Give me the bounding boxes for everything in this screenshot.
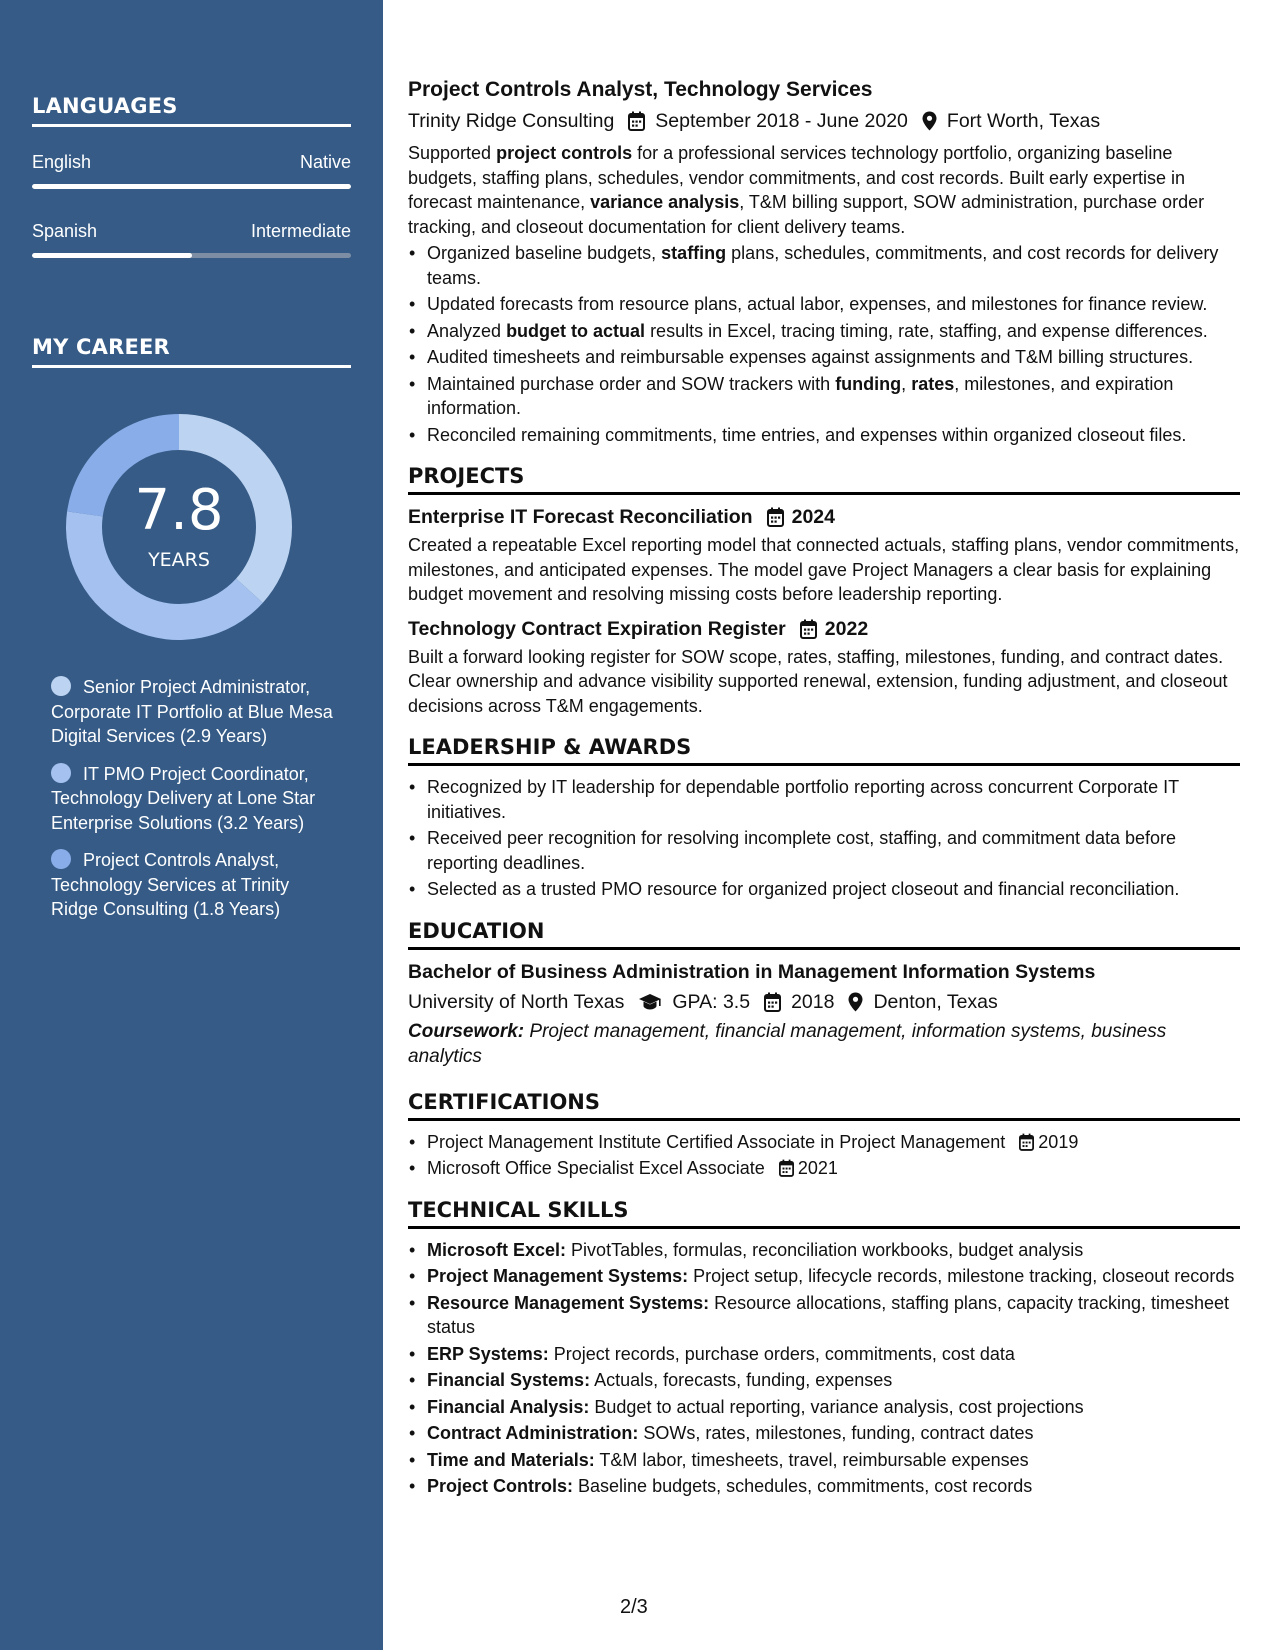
career-years-value: 7.8: [134, 478, 224, 543]
text-run: Analyzed: [427, 320, 507, 341]
text-run: Updated forecasts from resource plans, actual labor, expenses, and milestones for finance review.: [427, 294, 1208, 314]
text-run: Supported: [408, 143, 497, 163]
project-name: Enterprise IT Forecast Reconciliation: [408, 506, 753, 528]
languages-heading: LANGUAGES: [32, 94, 351, 127]
language-name: English: [32, 152, 92, 172]
text-run: Maintained purchase order and SOW trackers with: [427, 373, 836, 394]
gpa: GPA: 3.5: [672, 990, 751, 1013]
career-item-text: Senior Project Administrator, Corporate IT Portfolio at Blue Mesa Digital Services (2.9 Years): [51, 677, 333, 746]
education-meta: [408, 988, 1240, 1016]
project-title: [408, 504, 1240, 530]
language-bar-fill: [32, 253, 192, 258]
career-item-text: IT PMO Project Coordinator, Technology Delivery at Lone Star Enterprise Solutions (3.2 Years): [51, 763, 316, 833]
skill-text: PivotTables, formulas, reconciliation workbooks, budget analysis: [566, 1239, 1084, 1260]
skill-label: Contract Administration:: [427, 1423, 639, 1443]
location-pin-icon: [848, 992, 863, 1012]
leadership-list: [408, 775, 1240, 902]
skill-item: [408, 1291, 1240, 1340]
calendar-icon: [767, 507, 784, 527]
skills-heading: TECHNICAL SKILLS: [408, 1197, 1240, 1229]
language-bar-english: [32, 184, 351, 189]
skill-item: [408, 1448, 1240, 1473]
job-dates: September 2018 - June 2020: [655, 110, 908, 132]
skill-item: [408, 1395, 1240, 1420]
bold-text: staffing: [661, 243, 727, 263]
skill-label: Time and Materials:: [427, 1449, 595, 1470]
job-title: Project Controls Analyst, Technology Services: [408, 78, 873, 101]
text-run: , milestones, and expiration information.: [427, 373, 1174, 418]
career-item: [51, 848, 341, 922]
skill-text: Resource allocations, staffing plans, capacity tracking, timesheet status: [427, 1292, 1230, 1337]
skill-text: Project records, purchase orders, commitments, cost data: [548, 1343, 1015, 1364]
text-run: Organized baseline budgets,: [427, 243, 662, 263]
skill-item: [408, 1342, 1240, 1367]
skill-label: Financial Analysis:: [427, 1396, 590, 1417]
leadership-heading: LEADERSHIP & AWARDS: [408, 734, 1240, 766]
graduation-year: 2018: [791, 990, 835, 1013]
skill-text: Budget to actual reporting, variance analysis, cost projections: [589, 1396, 1084, 1417]
project-description: Created a repeatable Excel reporting model that connected actuals, staffing plans, vendor commitments, milestones, and anticipated expenses. The model gave Project Managers a clear basis for explaining budget movement and resolving missing costs before leadership reporting.: [408, 535, 1240, 604]
skill-text: Baseline budgets, schedules, commitments, cost records: [573, 1476, 1033, 1496]
text-run: results in Excel, tracing timing, rate, staffing, and expense differences.: [645, 320, 1208, 341]
main-content: [408, 76, 1240, 1499]
job-bullet: [408, 241, 1240, 290]
skill-item: [408, 1264, 1240, 1289]
career-item-text: Project Controls Analyst, Technology Services at Trinity Ridge Consulting (1.8 Years): [51, 850, 290, 919]
career-donut-chart: [65, 413, 293, 641]
company-name: Trinity Ridge Consulting: [408, 110, 615, 132]
project-year: 2024: [791, 506, 835, 528]
bold-text: project controls: [496, 143, 633, 163]
coursework: [408, 1019, 1240, 1069]
career-heading: MY CAREER: [32, 335, 351, 368]
job-location: Fort Worth, Texas: [946, 110, 1101, 132]
leadership-item: • Recognized by IT leadership for dependable portfolio reporting across concurrent Corporate IT initiatives.: [408, 775, 1240, 824]
career-list: [51, 675, 341, 935]
job-bullet: [408, 372, 1240, 421]
project-year: 2022: [824, 617, 869, 640]
leadership-item: • Received peer recognition for resolving incomplete cost, staffing, and commitment data before reporting deadlines.: [408, 826, 1240, 875]
job-meta: [408, 107, 1240, 135]
skill-item: [408, 1238, 1240, 1263]
bold-text: budget to actual: [506, 320, 646, 341]
language-row-spanish: [32, 221, 351, 242]
certification-item: [408, 1156, 1240, 1181]
leadership-item: • Selected as a trusted PMO resource for organized project closeout and financial reconciliation.: [408, 877, 1240, 902]
language-level: Native: [299, 152, 351, 172]
job-bullet: [408, 292, 1240, 317]
legend-dot-icon: [51, 763, 71, 783]
certification-name: • Microsoft Office Specialist Excel Associate: [427, 1158, 765, 1178]
certification-year: 2019: [1038, 1131, 1079, 1152]
skill-label: Microsoft Excel:: [427, 1239, 567, 1260]
calendar-icon: [800, 619, 817, 639]
bold-text: variance analysis: [590, 192, 740, 212]
job-summary: [408, 141, 1240, 239]
language-level: Intermediate: [250, 221, 351, 241]
career-item: [51, 762, 341, 836]
skill-label: Financial Systems:: [427, 1370, 591, 1390]
calendar-icon: [1019, 1133, 1034, 1151]
certification-item: [408, 1130, 1240, 1155]
skill-label: Project Controls:: [427, 1476, 574, 1496]
career-item: [51, 675, 341, 749]
skill-text: Actuals, forecasts, funding, expenses: [590, 1370, 893, 1390]
language-bar-fill: [32, 184, 351, 189]
page-number: 2/3: [620, 1596, 648, 1618]
text-run: for a professional services technology portfolio, organizing baseline budgets, staffing plans, schedules, vendor commitments, and cost records. Built early expertise in forecast maintenance,: [408, 143, 1186, 212]
calendar-icon: [764, 992, 781, 1012]
job-bullets: [408, 241, 1240, 447]
language-name: Spanish: [32, 221, 98, 241]
skill-text: SOWs, rates, milestones, funding, contract dates: [638, 1423, 1034, 1443]
skill-item: [408, 1474, 1240, 1499]
project-title: [408, 616, 1240, 642]
skill-label: Project Management Systems:: [427, 1266, 689, 1286]
school-name: University of North Texas: [408, 990, 625, 1013]
text-run: Reconciled remaining commitments, time entries, and expenses within organized closeout files.: [427, 424, 1187, 445]
calendar-icon: [628, 111, 645, 131]
sidebar: [0, 0, 383, 1650]
coursework-text: Project management, financial management, information systems, business analytics: [408, 1020, 1167, 1067]
donut-center: [65, 413, 293, 641]
skills-list: [408, 1238, 1240, 1499]
bold-text: rates: [911, 373, 955, 394]
career-years-unit: YEARS: [148, 549, 210, 571]
graduation-cap-icon: [638, 993, 662, 1011]
calendar-icon: [779, 1159, 794, 1177]
project-description: Built a forward looking register for SOW scope, rates, staffing, milestones, funding, and contract dates. Clear ownership and advance visibility supported renewal, extension, funding adjustment, and closeout decisions across T&M engagements.: [408, 646, 1228, 716]
skill-text: T&M labor, timesheets, travel, reimbursable expenses: [594, 1449, 1029, 1470]
location-pin-icon: [922, 111, 937, 131]
skill-label: ERP Systems:: [427, 1343, 549, 1364]
certification-year: 2021: [797, 1158, 838, 1178]
certification-name: • Project Management Institute Certified Associate in Project Management: [427, 1131, 1006, 1152]
text-run: ,: [901, 373, 912, 394]
skill-text: Project setup, lifecycle records, milestone tracking, closeout records: [688, 1266, 1235, 1286]
coursework-label: Coursework:: [408, 1020, 525, 1042]
bold-text: funding: [835, 373, 902, 394]
education-heading: EDUCATION: [408, 918, 1240, 950]
text-run: Audited timesheets and reimbursable expenses against assignments and T&M billing structures.: [427, 347, 1194, 367]
text-run: plans, schedules, commitments, and cost records for delivery teams.: [427, 243, 1219, 288]
education-location: Denton, Texas: [873, 990, 998, 1013]
text-run: , T&M billing support, SOW administration, purchase order tracking, and closeout documentation for client delivery teams.: [408, 192, 1205, 237]
certifications-heading: CERTIFICATIONS: [408, 1089, 1240, 1121]
skill-item: [408, 1421, 1240, 1446]
skill-item: [408, 1368, 1240, 1393]
job-bullet: [408, 319, 1240, 344]
certifications-list: [408, 1130, 1240, 1181]
skill-label: Resource Management Systems:: [427, 1292, 710, 1313]
job-bullet: [408, 345, 1240, 370]
legend-dot-icon: [51, 849, 71, 869]
projects-heading: PROJECTS: [408, 463, 1240, 495]
job-bullet: [408, 423, 1240, 448]
project-name: Technology Contract Expiration Register: [408, 617, 786, 640]
legend-dot-icon: [51, 676, 71, 696]
degree-title: Bachelor of Business Administration in Management Information Systems: [408, 960, 1096, 983]
language-row-english: [32, 152, 351, 173]
language-bar-spanish: [32, 253, 351, 258]
